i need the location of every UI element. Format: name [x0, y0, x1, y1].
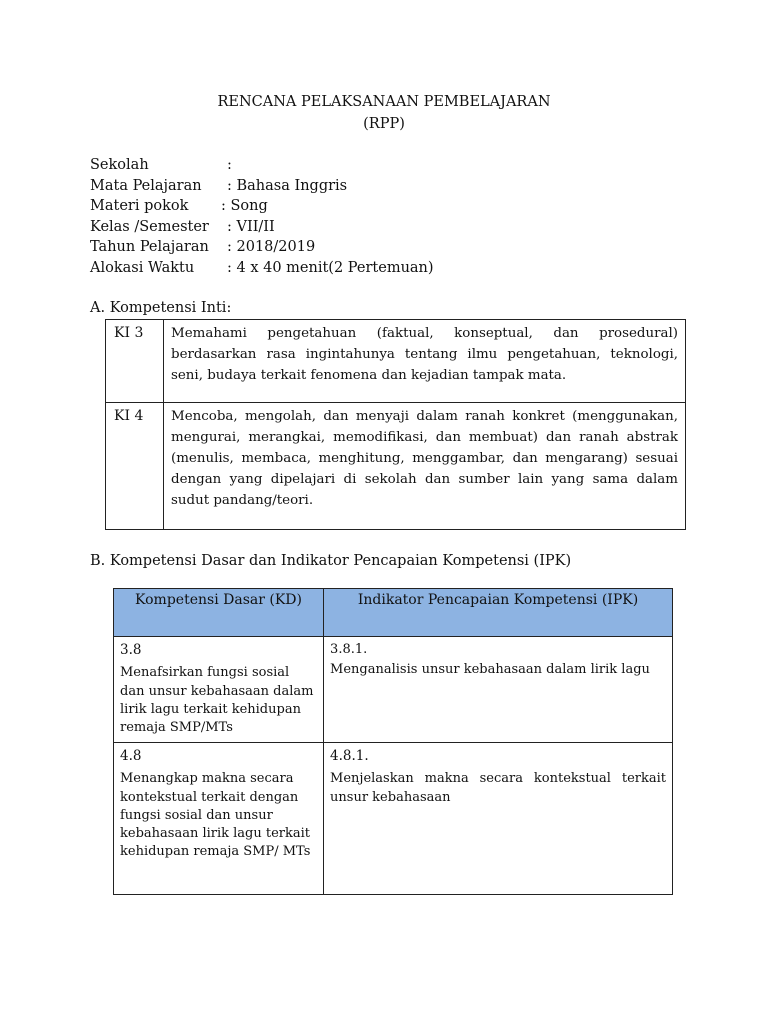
- info-label: Tahun Pelajaran: [90, 239, 209, 255]
- header-ipk: Indikator Pencapaian Kompetensi (IPK): [324, 589, 673, 637]
- kd-cell: [114, 637, 324, 743]
- kompetensi-inti-table: [105, 319, 686, 530]
- ki-description: Mencoba, mengolah, dan menyaji dalam ranah konkret (menggunakan, mengurai, merangkai, memodifikasi, dan membuat) dan ranah abstrak (menulis, membaca, menghitung, menggambar, dan mengarang) sesuai dengan yang dipelajari di sekolah dan sumber lain yang sama dalam sudut pandang/teori.: [164, 403, 686, 530]
- info-label: Kelas /Semester: [90, 218, 209, 235]
- ipk-text: Menjelaskan makna secara kontekstual terkait unsur kebahasaan: [330, 771, 666, 805]
- document-subtitle: (RPP): [363, 116, 405, 132]
- info-label: Mata Pelajaran: [90, 177, 202, 194]
- info-value: :: [227, 157, 232, 173]
- ipk-cell: [324, 637, 673, 743]
- info-label: Alokasi Waktu: [90, 259, 195, 276]
- kd-cell: [114, 743, 324, 895]
- table-header-row: [114, 589, 673, 637]
- table-row: [106, 320, 686, 403]
- ki-description: Memahami pengetahuan (faktual, konseptual, dan prosedural) berdasarkan rasa ingintahunya tentang ilmu pengetahuan, teknologi, seni, budaya terkait fenomena dan kejadian tampak mata.: [164, 320, 686, 403]
- info-label: Sekolah: [90, 157, 149, 173]
- info-value: : 2018/2019: [227, 239, 316, 255]
- kd-number: 4.8: [120, 748, 142, 764]
- document-title: RENCANA PELAKSANAAN PEMBELAJARAN: [217, 94, 551, 110]
- kd-text: Menafsirkan fungsi sosial dan unsur kebahasaan dalam lirik lagu terkait kehidupan remaja SMP/MTs: [120, 665, 314, 736]
- table-row: [106, 403, 686, 530]
- info-value: : Song: [221, 198, 268, 214]
- info-label: Materi pokok: [90, 198, 189, 214]
- table-row: [114, 637, 673, 743]
- kd-ipk-table: [113, 588, 673, 895]
- ki-code: KI 4: [106, 403, 164, 530]
- kd-text: Menangkap makna secara kontekstual terkait dengan fungsi sosial dan unsur kebahasaan lirik lagu terkait kehidupan remaja SMP/ MTs: [120, 771, 311, 860]
- ipk-cell: [324, 743, 673, 895]
- section-a-heading: A. Kompetensi Inti:: [90, 300, 232, 316]
- header-kd: Kompetensi Dasar (KD): [114, 589, 324, 637]
- ipk-number: 4.8.1.: [330, 748, 369, 764]
- info-value: : Bahasa Inggris: [227, 177, 348, 194]
- info-value: : 4 x 40 menit(2 Pertemuan): [227, 259, 434, 276]
- info-value: : VII/II: [227, 218, 275, 235]
- table-row: [114, 743, 673, 895]
- section-b-heading: B. Kompetensi Dasar dan Indikator Pencapaian Kompetensi (IPK): [90, 553, 572, 569]
- ipk-number: 3.8.1.: [330, 642, 368, 657]
- ki-code: KI 3: [106, 320, 164, 403]
- kd-number: 3.8: [120, 642, 142, 658]
- ipk-text: Menganalisis unsur kebahasaan dalam lirik lagu: [330, 662, 650, 678]
